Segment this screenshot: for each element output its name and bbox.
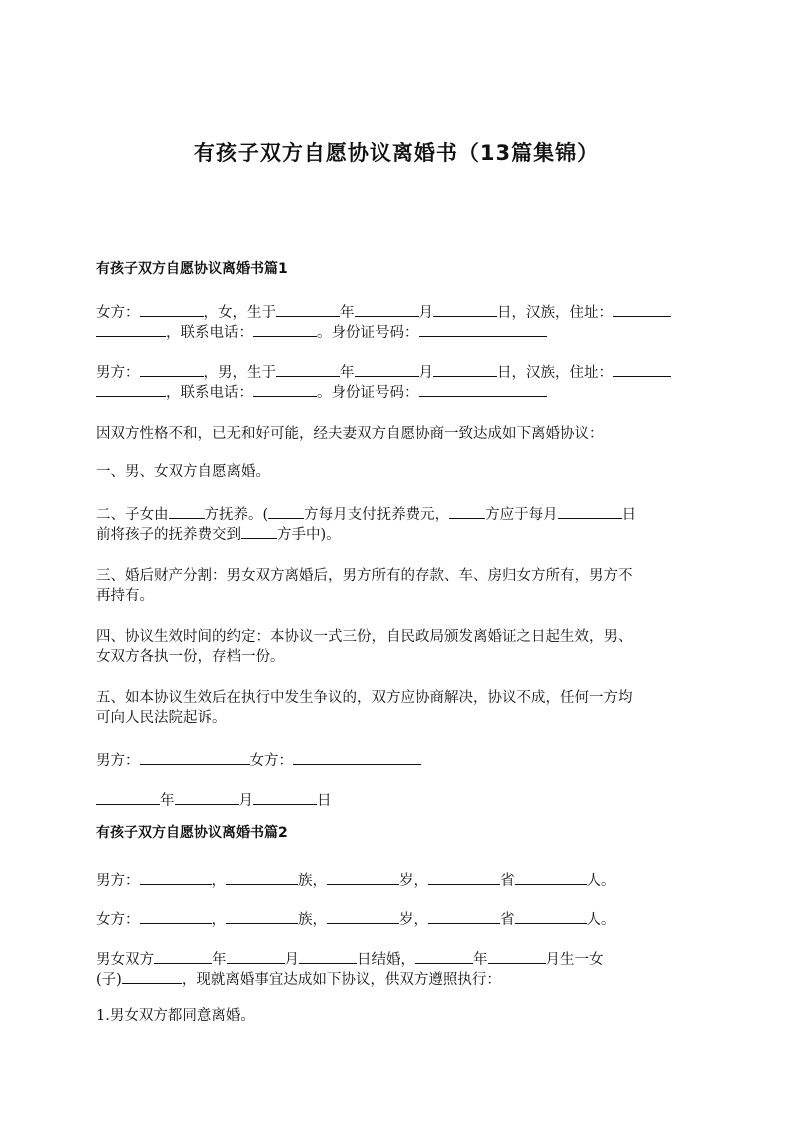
blank-line	[169, 503, 205, 519]
female-info-paragraph: 女方： ，女，生于 年 月 日，汉族，住址： ，联系电话： 。身份证号码：	[96, 301, 701, 341]
blank-line	[140, 749, 250, 765]
blank-line	[613, 361, 671, 377]
blank-line	[276, 361, 340, 377]
blank-line	[515, 869, 587, 885]
blank-line	[175, 789, 239, 805]
blank-line	[226, 869, 298, 885]
signature-line: 男方： 女方：	[96, 749, 701, 769]
clause-3: 三、婚后财产分割：男女双方离婚后，男方所有的存款、车、房归女方所有，男方不 再持有。	[96, 568, 633, 604]
blank-line	[515, 908, 587, 924]
blank-line	[241, 523, 277, 539]
clause-4: 四、协议生效时间的约定：本协议一式三份，自民政局颁发离婚证之日起生效，男、 女双方各执一份，存档一份。	[96, 629, 633, 665]
female-info-line: 女方： ， 族， 岁， 省 人。	[96, 908, 701, 928]
blank-line	[96, 789, 160, 805]
blank-line	[276, 301, 340, 317]
intro-paragraph: 因双方性格不和，已无和好可能，经夫妻双方自愿协商一致达成如下离婚协议：	[96, 426, 604, 442]
blank-line	[253, 321, 317, 337]
blank-line	[355, 361, 419, 377]
blank-line	[327, 869, 399, 885]
blank-line	[419, 381, 547, 397]
section-heading-1: 有孩子双方自愿协议离婚书篇1	[96, 261, 288, 277]
blank-line	[449, 503, 485, 519]
blank-line	[140, 301, 204, 317]
blank-line	[558, 503, 622, 519]
blank-line	[140, 869, 212, 885]
blank-line	[428, 908, 500, 924]
blank-line	[428, 869, 500, 885]
blank-line	[293, 749, 421, 765]
blank-line	[419, 321, 547, 337]
blank-line	[253, 381, 317, 397]
clause-2: 二、子女由 方抚养。( 方每月支付抚养费元， 方应于每月 日 前将孩子的抚养费交到 方手中)。	[96, 503, 701, 543]
blank-line	[415, 948, 473, 964]
blank-line	[227, 948, 285, 964]
blank-line	[355, 301, 419, 317]
blank-line	[140, 908, 212, 924]
blank-line	[96, 381, 166, 397]
blank-line	[268, 503, 304, 519]
blank-line	[299, 948, 357, 964]
blank-line	[226, 908, 298, 924]
blank-line	[488, 948, 546, 964]
date-line: 年 月 日	[96, 789, 701, 809]
section-heading-2: 有孩子双方自愿协议离婚书篇2	[96, 825, 288, 841]
clause-5: 五、如本协议生效后在执行中发生争议的，双方应协商解决，协议不成，任何一方均 可向人民法院起诉。	[96, 690, 633, 726]
blank-line	[253, 789, 317, 805]
blank-line	[122, 968, 182, 984]
blank-line	[140, 361, 204, 377]
blank-line	[96, 321, 166, 337]
male-info-line: 男方： ， 族， 岁， 省 人。	[96, 869, 701, 889]
blank-line	[327, 908, 399, 924]
blank-line	[154, 948, 212, 964]
marriage-paragraph: 男女双方 年 月 日结婚， 年 月生一女 (子) ，现就离婚事宜达成如下协议，供双方遵照执行：	[96, 948, 701, 988]
blank-line	[433, 301, 497, 317]
male-info-paragraph: 男方： ，男，生于 年 月 日，汉族，住址： ，联系电话： 。身份证号码：	[96, 361, 701, 401]
blank-line	[433, 361, 497, 377]
agreement-item-1: 1.男女双方都同意离婚。	[96, 1008, 255, 1024]
clause-1: 一、男、女双方自愿离婚。	[96, 464, 270, 480]
document-title: 有孩子双方自愿协议离婚书（13篇集锦）	[193, 141, 600, 165]
blank-line	[613, 301, 671, 317]
